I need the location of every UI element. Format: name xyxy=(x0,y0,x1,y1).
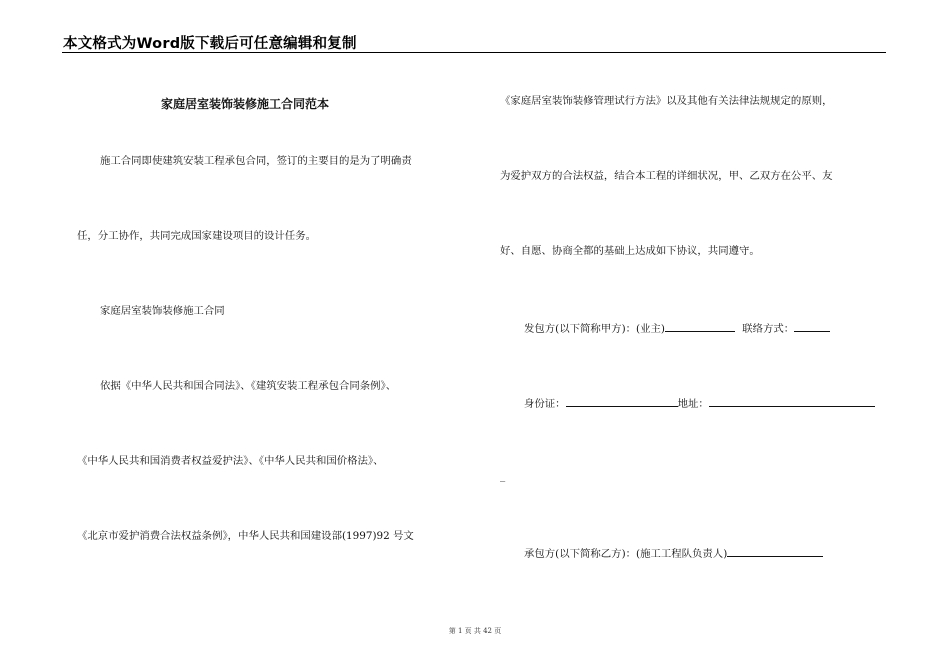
contact-label: 联络方式： xyxy=(742,323,795,335)
party-a-name-blank xyxy=(665,320,735,332)
party-b-row xyxy=(524,545,823,561)
paragraph-3-line-2: 《中华人民共和国消费者权益爱护法》、《中华人民共和国价格法》、 xyxy=(77,455,384,467)
page-footer: 第 1 页 共 42 页 xyxy=(448,627,502,635)
banner-rule xyxy=(62,52,886,53)
party-a-row xyxy=(524,320,830,336)
party-b-label: 承包方(以下简称乙方)：(施工工程队负责人) xyxy=(524,548,728,560)
paragraph-1-line-1: 施工合同即使建筑安装工程承包合同，签订的主要目的是为了明确责 xyxy=(100,155,412,167)
paragraph-2: 家庭居室装饰装修施工合同 xyxy=(100,305,225,317)
paragraph-1-line-2: 任，分工协作，共同完成国家建设项目的设计任务。 xyxy=(77,230,316,242)
stray-underscore: _ xyxy=(500,470,506,482)
address-blank xyxy=(709,395,875,407)
document-title: 家庭居室装饰装修施工合同范本 xyxy=(161,97,330,111)
address-label: 地址： xyxy=(677,398,709,410)
right-line-2: 为爱护双方的合法权益，结合本工程的详细状况，甲、乙双方在公平、友 xyxy=(500,170,833,182)
paragraph-3-line-3: 《北京市爱护消费合法权益条例》，中华人民共和国建设部(1997)92 号文 xyxy=(77,530,414,542)
right-line-1: 《家庭居室装饰装修管理试行方法》以及其他有关法律法规规定的原则， xyxy=(500,95,833,107)
id-address-row xyxy=(524,395,875,411)
party-a-label: 发包方(以下简称甲方)：(业主) xyxy=(524,323,665,335)
contact-blank xyxy=(794,320,830,332)
id-blank xyxy=(566,395,678,407)
right-line-3: 好、自愿、协商全都的基础上达成如下协议，共同遵守。 xyxy=(500,245,760,257)
paragraph-3-line-1: 依据《中华人民共和国合同法》、《建筑安装工程承包合同条例》、 xyxy=(100,380,397,392)
id-label: 身份证： xyxy=(524,398,566,410)
party-b-blank xyxy=(727,545,823,557)
document-banner: 本文格式为Word版下载后可任意编辑和复制 xyxy=(63,36,357,52)
